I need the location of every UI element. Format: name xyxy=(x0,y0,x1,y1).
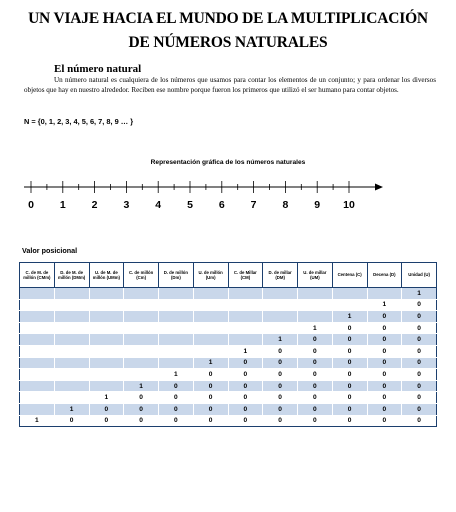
number-line xyxy=(0,170,456,215)
number-line-ticks xyxy=(31,181,349,193)
table-cell xyxy=(54,380,89,392)
place-value-header: D. de M. de millón (DMm) xyxy=(54,263,89,288)
table-cell: 0 xyxy=(367,369,402,381)
place-value-header: C. de Millar (CM) xyxy=(228,263,263,288)
table-cell: 1 xyxy=(193,357,228,369)
table-cell: 0 xyxy=(228,392,263,404)
table-cell xyxy=(20,380,55,392)
number-line-label: 1 xyxy=(59,199,66,211)
table-cell xyxy=(124,311,159,323)
table-cell: 1 xyxy=(54,403,89,415)
number-line-label: 8 xyxy=(282,199,289,211)
table-row xyxy=(20,380,437,392)
table-cell xyxy=(124,299,159,311)
table-cell xyxy=(124,345,159,357)
table-cell: 0 xyxy=(263,357,298,369)
table-cell xyxy=(193,334,228,346)
table-cell xyxy=(332,299,367,311)
definition-text: Un número natural es cualquiera de los números que usamos para contar los elementos de un conjunto; y para ordenar los diversos objetos que hay en nuestro alrededor. Reciben ese nombre porque fueron los primeros que utilizó el ser humano para contar objetos. xyxy=(24,76,436,94)
table-cell: 0 xyxy=(367,357,402,369)
table-cell xyxy=(263,299,298,311)
table-cell xyxy=(124,357,159,369)
table-cell xyxy=(124,322,159,334)
table-cell: 0 xyxy=(263,415,298,427)
table-cell: 0 xyxy=(124,392,159,404)
table-cell: 0 xyxy=(228,380,263,392)
table-cell xyxy=(20,334,55,346)
table-cell: 0 xyxy=(263,392,298,404)
table-cell xyxy=(228,311,263,323)
table-cell xyxy=(193,345,228,357)
table-cell xyxy=(20,288,55,300)
table-cell xyxy=(159,288,194,300)
table-cell: 0 xyxy=(298,369,333,381)
table-cell: 1 xyxy=(159,369,194,381)
table-cell: 0 xyxy=(332,322,367,334)
table-cell: 0 xyxy=(367,334,402,346)
number-line-label: 2 xyxy=(91,199,98,211)
place-value-header: Centena (C) xyxy=(332,263,367,288)
table-cell: 0 xyxy=(402,345,437,357)
table-cell xyxy=(159,311,194,323)
place-value-header: U. de millón (Um) xyxy=(193,263,228,288)
table-cell: 0 xyxy=(193,380,228,392)
table-cell: 0 xyxy=(159,380,194,392)
table-cell xyxy=(20,322,55,334)
natural-set-notation: N = {0, 1, 2, 3, 4, 5, 6, 7, 8, 9 … } xyxy=(24,117,134,126)
table-cell: 1 xyxy=(298,322,333,334)
table-cell xyxy=(228,322,263,334)
table-row xyxy=(20,322,437,334)
table-cell: 0 xyxy=(367,392,402,404)
table-cell: 0 xyxy=(402,299,437,311)
table-cell: 0 xyxy=(263,369,298,381)
table-cell: 0 xyxy=(332,334,367,346)
number-line-label: 10 xyxy=(343,199,355,211)
table-cell xyxy=(54,334,89,346)
table-cell: 1 xyxy=(402,288,437,300)
table-cell: 0 xyxy=(298,403,333,415)
table-cell xyxy=(20,345,55,357)
table-cell: 0 xyxy=(228,357,263,369)
number-line-label: 6 xyxy=(218,199,225,211)
table-cell xyxy=(20,311,55,323)
table-cell xyxy=(89,334,124,346)
table-row xyxy=(20,415,437,427)
table-cell xyxy=(20,299,55,311)
table-cell: 0 xyxy=(402,311,437,323)
place-value-header-row xyxy=(20,263,437,288)
table-cell: 0 xyxy=(402,415,437,427)
table-cell xyxy=(159,322,194,334)
table-cell xyxy=(54,299,89,311)
table-cell xyxy=(159,299,194,311)
table-cell xyxy=(54,322,89,334)
table-cell xyxy=(89,322,124,334)
table-cell xyxy=(298,311,333,323)
table-cell: 0 xyxy=(298,392,333,404)
table-cell xyxy=(263,322,298,334)
table-cell xyxy=(263,311,298,323)
table-cell: 0 xyxy=(367,322,402,334)
table-cell: 0 xyxy=(193,369,228,381)
table-cell: 0 xyxy=(159,392,194,404)
table-cell xyxy=(332,288,367,300)
table-cell: 0 xyxy=(298,380,333,392)
table-cell: 0 xyxy=(332,369,367,381)
table-cell xyxy=(20,357,55,369)
table-cell xyxy=(193,322,228,334)
number-line-label: 0 xyxy=(28,199,34,211)
place-value-header: D. de millón (Dm) xyxy=(159,263,194,288)
table-cell: 0 xyxy=(263,403,298,415)
table-cell: 0 xyxy=(89,403,124,415)
definition-paragraph xyxy=(24,76,436,95)
table-cell: 0 xyxy=(332,345,367,357)
table-row xyxy=(20,334,437,346)
table-cell: 0 xyxy=(263,345,298,357)
place-value-body xyxy=(20,288,437,427)
table-cell: 0 xyxy=(402,357,437,369)
place-value-header: U. de millar (UM) xyxy=(298,263,333,288)
place-value-header: D. de millar (DM) xyxy=(263,263,298,288)
number-line-label: 3 xyxy=(123,199,130,211)
table-cell: 0 xyxy=(263,380,298,392)
table-cell: 0 xyxy=(159,403,194,415)
place-value-header: Unidad (U) xyxy=(402,263,437,288)
table-cell xyxy=(159,334,194,346)
table-cell xyxy=(89,380,124,392)
table-cell: 0 xyxy=(124,415,159,427)
number-line-title: Representación gráfica de los números naturales xyxy=(150,159,306,166)
table-row xyxy=(20,369,437,381)
table-cell xyxy=(89,369,124,381)
table-cell xyxy=(228,288,263,300)
table-cell: 1 xyxy=(89,392,124,404)
table-cell xyxy=(263,288,298,300)
table-row xyxy=(20,311,437,323)
table-cell: 0 xyxy=(124,403,159,415)
table-cell xyxy=(124,288,159,300)
table-cell xyxy=(20,369,55,381)
table-cell: 0 xyxy=(367,311,402,323)
table-cell: 0 xyxy=(367,380,402,392)
table-cell: 0 xyxy=(332,403,367,415)
table-cell xyxy=(89,311,124,323)
table-cell: 0 xyxy=(402,403,437,415)
table-cell: 0 xyxy=(332,392,367,404)
table-cell: 0 xyxy=(298,415,333,427)
table-cell: 1 xyxy=(367,299,402,311)
table-cell xyxy=(193,288,228,300)
table-cell: 1 xyxy=(20,415,55,427)
place-value-header: Decena (D) xyxy=(367,263,402,288)
table-cell xyxy=(20,403,55,415)
number-line-labels xyxy=(28,199,355,211)
table-cell xyxy=(54,369,89,381)
table-cell: 0 xyxy=(332,380,367,392)
document-title-line-1: UN VIAJE HACIA EL MUNDO DE LA MULTIPLICACIÓN xyxy=(28,10,428,27)
table-cell xyxy=(193,311,228,323)
place-value-header: C. de M. de millón (CMm) xyxy=(20,263,55,288)
document-title-line-2: DE NÚMEROS NATURALES xyxy=(128,34,328,51)
table-row xyxy=(20,403,437,415)
number-line-arrowhead xyxy=(375,184,383,191)
table-cell: 0 xyxy=(402,369,437,381)
table-cell xyxy=(89,299,124,311)
table-cell xyxy=(54,392,89,404)
table-cell xyxy=(89,357,124,369)
table-cell: 0 xyxy=(367,403,402,415)
table-cell: 0 xyxy=(402,392,437,404)
table-cell xyxy=(54,345,89,357)
table-cell xyxy=(54,357,89,369)
table-cell: 0 xyxy=(298,334,333,346)
table-cell: 0 xyxy=(367,415,402,427)
table-row xyxy=(20,288,437,300)
table-cell: 0 xyxy=(228,403,263,415)
table-cell xyxy=(89,345,124,357)
table-cell xyxy=(367,288,402,300)
table-cell: 0 xyxy=(298,345,333,357)
table-cell: 0 xyxy=(402,380,437,392)
table-cell xyxy=(298,288,333,300)
table-cell: 0 xyxy=(298,357,333,369)
table-cell xyxy=(159,357,194,369)
table-cell: 1 xyxy=(228,345,263,357)
place-value-table xyxy=(19,262,437,427)
table-cell xyxy=(54,311,89,323)
number-line-label: 5 xyxy=(187,199,193,211)
table-cell: 1 xyxy=(124,380,159,392)
table-cell: 0 xyxy=(89,415,124,427)
table-row xyxy=(20,299,437,311)
table-cell: 0 xyxy=(332,415,367,427)
table-cell: 0 xyxy=(228,415,263,427)
table-cell xyxy=(228,334,263,346)
table-cell: 1 xyxy=(263,334,298,346)
table-cell: 0 xyxy=(332,357,367,369)
section-heading: El número natural xyxy=(54,63,142,75)
table-row xyxy=(20,392,437,404)
table-row xyxy=(20,357,437,369)
table-cell: 0 xyxy=(367,345,402,357)
table-cell: 0 xyxy=(159,415,194,427)
table-row xyxy=(20,345,437,357)
table-cell xyxy=(124,369,159,381)
table-cell: 0 xyxy=(228,369,263,381)
number-line-label: 9 xyxy=(314,199,321,211)
table-cell: 0 xyxy=(193,392,228,404)
table-cell xyxy=(228,299,263,311)
table-cell: 1 xyxy=(332,311,367,323)
table-cell: 0 xyxy=(193,415,228,427)
table-cell: 0 xyxy=(193,403,228,415)
table-cell xyxy=(159,345,194,357)
table-cell xyxy=(20,392,55,404)
table-cell: 0 xyxy=(402,334,437,346)
table-cell: 0 xyxy=(54,415,89,427)
place-value-label: Valor posicional xyxy=(22,246,78,255)
place-value-header: U. de M. de millón (UMm) xyxy=(89,263,124,288)
table-cell xyxy=(193,299,228,311)
number-line-label: 7 xyxy=(250,199,257,211)
table-cell xyxy=(298,299,333,311)
place-value-header: C. de millón (Cm) xyxy=(124,263,159,288)
table-cell xyxy=(124,334,159,346)
number-line-label: 4 xyxy=(155,199,162,211)
table-cell xyxy=(54,288,89,300)
table-cell xyxy=(89,288,124,300)
table-cell: 0 xyxy=(402,322,437,334)
